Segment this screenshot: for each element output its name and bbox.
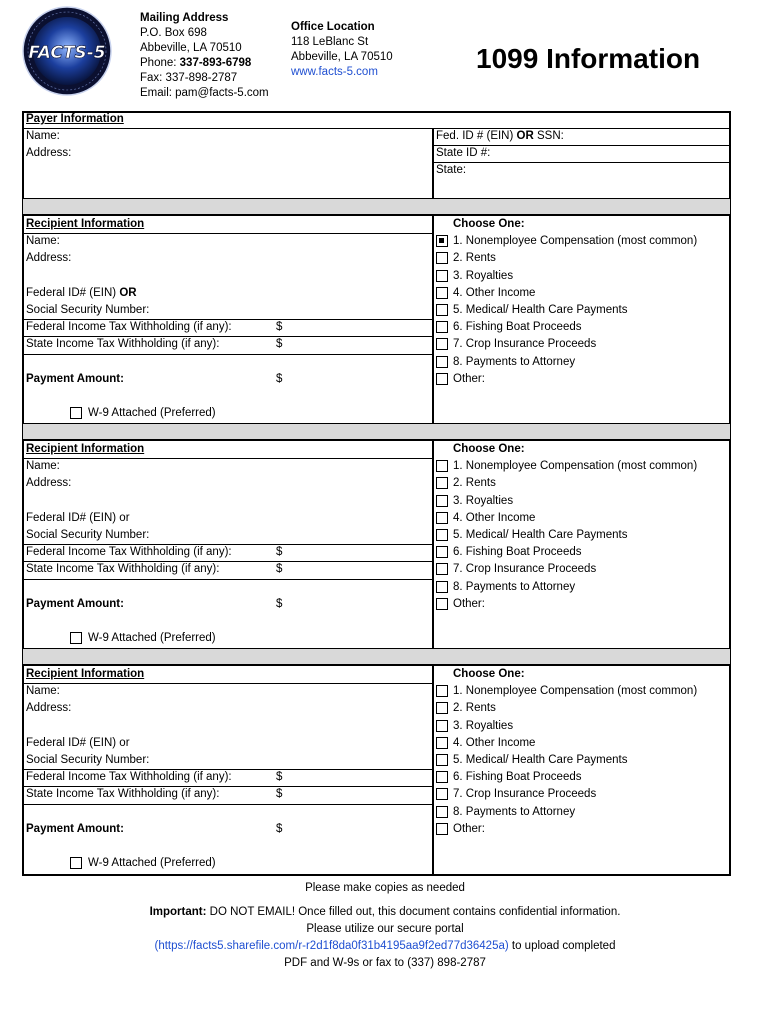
recipient-divider <box>432 439 434 650</box>
recipient-ssn-label: Social Security Number: <box>26 529 150 541</box>
fax-instruction: PDF and W-9s or fax to (337) 898-2787 <box>284 957 486 969</box>
payer-state-id-label: State ID #: <box>436 147 491 159</box>
recipient-federal-id-label <box>26 285 137 302</box>
federal-withholding-label: Federal Income Tax Withholding (if any): <box>26 546 232 559</box>
withholding-rule-bottom <box>24 354 432 355</box>
option-label: 2. Rents <box>453 252 496 265</box>
option-label: 6. Fishing Boat Proceeds <box>453 321 582 334</box>
option-checkbox[interactable] <box>436 477 448 489</box>
fed-id-or: OR <box>516 130 534 142</box>
state-withholding-label: State Income Tax Withholding (if any): <box>26 563 220 576</box>
option-label: 8. Payments to Attorney <box>453 580 576 593</box>
w9-label: W-9 Attached (Preferred) <box>88 632 216 645</box>
state-withholding-dollar: $ <box>276 563 283 576</box>
option-label: 2. Rents <box>453 702 496 715</box>
option-label: 7. Crop Insurance Proceeds <box>453 788 597 801</box>
payment-amount-label: Payment Amount: <box>26 372 124 385</box>
phone-value: 337-893-6798 <box>179 57 252 69</box>
option-checkbox[interactable] <box>436 338 448 350</box>
option-label: 6. Fishing Boat Proceeds <box>453 771 582 784</box>
payer-section <box>22 111 731 200</box>
portal-link[interactable]: https://facts5.sharefile.com/r-r2d1f8da0f31b4195aa9f2ed77d36425a) <box>158 940 509 952</box>
recipient-name-label: Name: <box>26 460 60 473</box>
recipient-rule <box>24 233 432 234</box>
mailing-heading: Mailing Address <box>140 12 229 24</box>
option-label: 2. Rents <box>453 477 496 490</box>
recipient-divider <box>432 214 434 425</box>
option-checkbox[interactable] <box>436 581 448 593</box>
option-label: 1. Nonemployee Compensation (most common) <box>453 685 698 698</box>
option-checkbox[interactable] <box>436 823 448 835</box>
important-label: Important: <box>149 906 207 918</box>
fed-id-text: Fed. ID # (EIN) <box>436 130 517 142</box>
option-label: 5. Medical/ Health Care Payments <box>453 754 628 766</box>
payment-amount-label: Payment Amount: <box>26 822 124 835</box>
copies-note: Please make copies as needed <box>305 882 465 894</box>
option-checkbox[interactable] <box>436 495 448 507</box>
office-heading: Office Location <box>291 21 375 33</box>
office-website-link[interactable]: www.facts-5.com <box>291 66 378 78</box>
office-line-1: 118 LeBlanc St <box>291 36 369 48</box>
option-label: 1. Nonemployee Compensation (most common) <box>453 235 698 248</box>
state-withholding-label: State Income Tax Withholding (if any): <box>26 788 220 801</box>
federal-withholding-dollar: $ <box>276 321 283 334</box>
option-label: 7. Crop Insurance Proceeds <box>453 338 597 351</box>
choose-one-heading: Choose One: <box>453 218 525 230</box>
facts5-logo <box>22 6 112 96</box>
state-withholding-label: State Income Tax Withholding (if any): <box>26 338 220 351</box>
recipient-rule <box>24 458 432 459</box>
payer-fed-id-label <box>436 128 564 145</box>
mailing-line-1: P.O. Box 698 <box>140 27 207 39</box>
state-withholding-dollar: $ <box>276 788 283 801</box>
recipient-name-label: Name: <box>26 685 60 698</box>
important-text: DO NOT EMAIL! Once filled out, this document contains confidential information. <box>206 906 621 918</box>
portal-paren: ( <box>154 940 159 952</box>
option-label: Other: <box>453 822 485 835</box>
w9-label: W-9 Attached (Preferred) <box>88 407 216 420</box>
portal-after-text: to upload completed <box>508 940 616 952</box>
payment-amount-dollar: $ <box>276 822 283 835</box>
choose-one-heading: Choose One: <box>453 668 525 680</box>
option-label: Other: <box>453 372 485 385</box>
w9-checkbox[interactable] <box>70 407 82 419</box>
recipient-heading: Recipient Information <box>26 668 145 680</box>
option-label: 6. Fishing Boat Proceeds <box>453 546 582 559</box>
option-checkbox[interactable] <box>436 304 448 316</box>
option-label: 3. Royalties <box>453 494 514 507</box>
recipient-heading: Recipient Information <box>26 443 145 455</box>
federal-id-or: OR <box>119 286 137 299</box>
payment-amount-dollar: $ <box>276 372 283 385</box>
federal-withholding-dollar: $ <box>276 771 283 784</box>
option-checkbox[interactable] <box>436 754 448 766</box>
federal-id-text: Federal ID# (EIN) or <box>26 736 130 749</box>
withholding-rule-bottom <box>24 579 432 580</box>
option-checkbox[interactable] <box>436 460 448 472</box>
important-note <box>0 904 770 921</box>
logo-text: FACTS-5 <box>28 43 106 63</box>
option-label: 4. Other Income <box>453 286 536 299</box>
option-label: 5. Medical/ Health Care Payments <box>453 529 628 541</box>
option-checkbox[interactable] <box>436 771 448 783</box>
phone-label: Phone: <box>140 57 180 69</box>
recipient-federal-id-label <box>26 510 130 527</box>
option-checkbox[interactable] <box>436 235 448 247</box>
recipient-heading: Recipient Information <box>26 218 145 230</box>
recipient-address-label: Address: <box>26 477 72 490</box>
federal-withholding-label: Federal Income Tax Withholding (if any): <box>26 321 232 334</box>
payment-amount-dollar: $ <box>276 597 283 610</box>
recipient-divider <box>432 664 434 876</box>
option-checkbox[interactable] <box>436 512 448 524</box>
option-label: 1. Nonemployee Compensation (most common) <box>453 460 698 473</box>
fed-id-ssn: SSN: <box>533 130 564 142</box>
option-checkbox[interactable] <box>436 287 448 299</box>
option-checkbox[interactable] <box>436 546 448 558</box>
option-label: 8. Payments to Attorney <box>453 805 576 818</box>
option-label: Other: <box>453 597 485 610</box>
federal-id-text: Federal ID# (EIN) <box>26 286 120 299</box>
withholding-rule-bottom <box>24 804 432 805</box>
option-checkbox[interactable] <box>436 737 448 749</box>
recipient-address-label: Address: <box>26 702 72 715</box>
option-checkbox[interactable] <box>436 529 448 541</box>
fax-line: Fax: 337-898-2787 <box>140 72 238 84</box>
recipient-name-label: Name: <box>26 235 60 248</box>
option-label: 3. Royalties <box>453 719 514 732</box>
federal-withholding-dollar: $ <box>276 546 283 559</box>
federal-id-text: Federal ID# (EIN) or <box>26 511 130 524</box>
choose-one-heading: Choose One: <box>453 443 525 455</box>
w9-label: W-9 Attached (Preferred) <box>88 857 216 870</box>
option-checkbox[interactable] <box>436 563 448 575</box>
recipient-ssn-label: Social Security Number: <box>26 304 150 316</box>
option-label: 8. Payments to Attorney <box>453 355 576 368</box>
payer-state-label: State: <box>436 164 467 176</box>
page-title: 1099 Information <box>476 43 701 74</box>
option-checkbox[interactable] <box>436 356 448 368</box>
option-checkbox[interactable] <box>436 806 448 818</box>
option-checkbox[interactable] <box>436 788 448 800</box>
option-checkbox[interactable] <box>436 598 448 610</box>
option-checkbox[interactable] <box>436 321 448 333</box>
payer-heading: Payer Information <box>26 113 124 125</box>
option-label: 5. Medical/ Health Care Payments <box>453 304 628 316</box>
recipient-address-label: Address: <box>26 252 72 265</box>
payer-right-rule-2 <box>434 162 729 163</box>
payer-divider <box>432 128 434 200</box>
recipient-ssn-label: Social Security Number: <box>26 754 150 766</box>
recipient-federal-id-label <box>26 735 130 752</box>
w9-checkbox[interactable] <box>70 632 82 644</box>
recipient-rule <box>24 683 432 684</box>
w9-checkbox[interactable] <box>70 857 82 869</box>
email-line: Email: pam@facts-5.com <box>140 87 269 99</box>
option-label: 4. Other Income <box>453 511 536 524</box>
option-label: 7. Crop Insurance Proceeds <box>453 563 597 576</box>
portal-note: Please utilize our secure portal <box>306 923 464 935</box>
portal-link-line <box>0 938 770 955</box>
state-withholding-dollar: $ <box>276 338 283 351</box>
payment-amount-label: Payment Amount: <box>26 597 124 610</box>
option-label: 4. Other Income <box>453 736 536 749</box>
option-checkbox[interactable] <box>436 270 448 282</box>
payer-name-label: Name: <box>26 130 60 142</box>
payer-rule <box>24 128 729 129</box>
office-line-2: Abbeville, LA 70510 <box>291 51 393 63</box>
mailing-line-2: Abbeville, LA 70510 <box>140 42 242 54</box>
option-checkbox[interactable] <box>436 252 448 264</box>
option-label: 3. Royalties <box>453 269 514 282</box>
option-checkbox[interactable] <box>436 720 448 732</box>
federal-withholding-label: Federal Income Tax Withholding (if any): <box>26 771 232 784</box>
option-checkbox[interactable] <box>436 685 448 697</box>
payer-address-label: Address: <box>26 147 72 159</box>
option-checkbox[interactable] <box>436 702 448 714</box>
option-checkbox[interactable] <box>436 373 448 385</box>
